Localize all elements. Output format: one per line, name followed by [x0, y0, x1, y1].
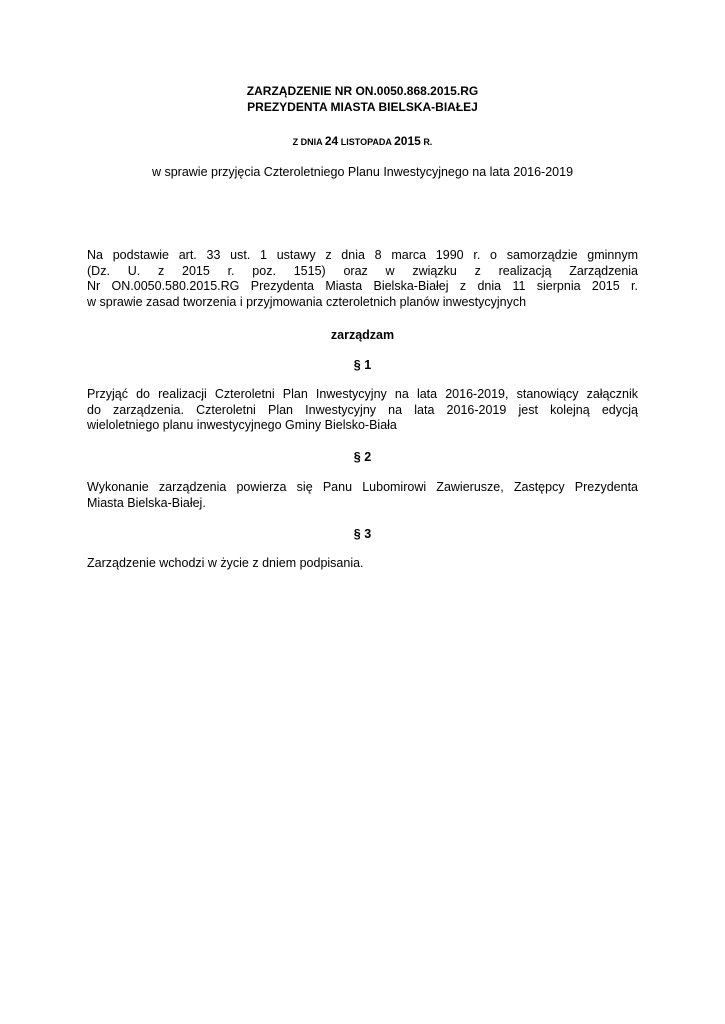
- section-3-line: Zarządzenie wchodzi w życie z dniem podpisania.: [87, 556, 364, 570]
- section-3-paragraph: [87, 556, 638, 572]
- date-suffix: R.: [423, 137, 433, 147]
- intro-line: Nr ON.0050.580.2015.RG Prezydenta Miasta Bielska-Białej z dnia 11 sierpnia 2015 r.: [87, 279, 638, 294]
- section-1-line: Przyjąć do realizacji Czteroletni Plan Inwestycyjny na lata 2016-2019, stanowiący załącznik: [87, 387, 638, 401]
- intro-line: w sprawie zasad tworzenia i przyjmowania czteroletnich planów inwestycyjnych: [87, 294, 527, 309]
- document-date: [0, 132, 725, 151]
- section-2-heading: § 2: [353, 450, 372, 464]
- section-3-heading: § 3: [353, 527, 372, 541]
- intro-line: Na podstawie art. 33 ust. 1 ustawy z dnia 8 marca 1990 r. o samorządzie gminnym: [87, 248, 638, 262]
- section-1-paragraph: [87, 387, 638, 434]
- intro-paragraph: [87, 248, 638, 310]
- date-month: LISTOPADA: [340, 137, 392, 147]
- section-2-paragraph: [87, 480, 638, 511]
- section-1-heading: § 1: [353, 358, 372, 372]
- decree-word: zarządzam: [330, 328, 395, 342]
- intro-line: (Dz. U. z 2015 r. poz. 1515) oraz w związku z realizacją Zarządzenia: [87, 263, 638, 278]
- section-1-line: do zarządzenia. Czteroletni Plan Inwestycyjny na lata 2016-2019 jest kolejną edycją: [87, 402, 638, 417]
- document-subject: w sprawie przyjęcia Czteroletniego Planu Inwestycyjnego na lata 2016-2019: [151, 165, 574, 179]
- document-title-line2: PREZYDENTA MIASTA BIELSKA-BIAŁEJ: [247, 100, 478, 114]
- date-day: 24: [324, 134, 339, 148]
- date-year: 2015: [394, 134, 421, 148]
- document-title-line1: ZARZĄDZENIE NR ON.0050.868.2015.RG: [246, 84, 479, 98]
- section-1-line: wieloletniego planu inwestycyjnego Gminy Bielsko-Biała: [87, 418, 397, 433]
- section-2-line: Wykonanie zarządzenia powierza się Panu Lubomirowi Zawierusze, Zastępcy Prezydenta: [87, 480, 638, 494]
- section-2-line: Miasta Bielska-Białej.: [87, 495, 206, 510]
- date-prefix: Z DNIA: [292, 137, 323, 147]
